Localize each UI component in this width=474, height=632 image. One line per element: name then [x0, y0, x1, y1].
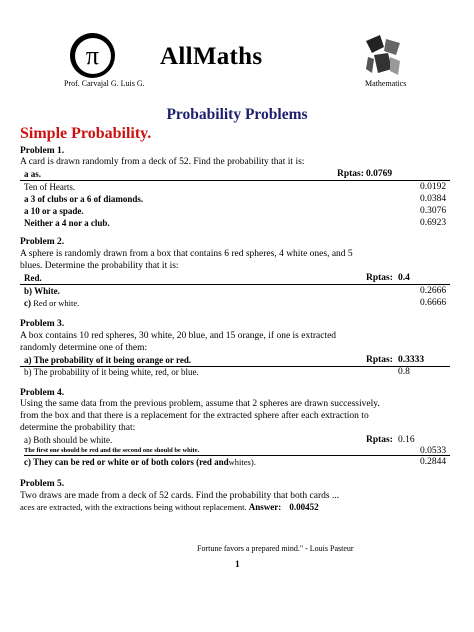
p2-answer-b: 0.2666 — [420, 286, 447, 296]
p4-item-b: The first one should be red and the second one should be white. — [24, 447, 200, 454]
p1-item-a: a as. — [24, 169, 42, 179]
footer-quote: Fortune favors a prepared mind." - Louis Pasteur — [197, 544, 354, 553]
p1-answer-b: 0.0192 — [420, 182, 447, 192]
problem-5-heading: Problem 5. — [20, 479, 65, 489]
p2-item-b: b) White. — [24, 286, 60, 296]
p1-answer-c: 0.0384 — [420, 194, 447, 204]
p2-rptas: Rptas: — [366, 273, 393, 283]
p1-answer-e: 0.6923 — [420, 218, 447, 228]
mathematics-figure-icon — [362, 33, 404, 78]
p5-answer-label: Answer: — [248, 502, 282, 512]
problem-2-text-2: blues. Determine the probability that it is: — [20, 261, 179, 271]
problem-2-text-1: A sphere is randomly drawn from a box that contains 6 red spheres, 4 white ones, and 5 — [20, 249, 353, 259]
p2-item-c-prefix: c) — [24, 298, 31, 308]
problem-4-text-2: from the box and that there is a replacement for the extracted sphere after each extraction to — [20, 411, 369, 421]
document-title: Probability Problems — [166, 106, 308, 123]
problem-3-text-1: A box contains 10 red spheres, 30 white, 20 blue, and 15 orange, if one is extracted — [20, 331, 337, 341]
divider — [24, 455, 450, 456]
p4-item-c — [24, 457, 256, 467]
p3-item-b: b) The probability of it being white, red, or blue. — [24, 367, 199, 377]
p2-item-c — [24, 298, 79, 308]
p4-item-c-label: c) They can be red or white or of both colors (red and — [24, 457, 229, 467]
p1-rptas: Rptas: — [337, 169, 364, 179]
p4-rptas: Rptas: — [366, 435, 393, 445]
problem-4-text-3: determine the probability that: — [20, 423, 136, 433]
author-name: Prof. Carvajal G. Luis G. — [64, 79, 145, 88]
p2-answer-c: 0.6666 — [420, 298, 447, 308]
problem-5-text-2 — [20, 502, 319, 512]
pi-logo — [70, 33, 115, 78]
problem-1-heading: Problem 1. — [20, 146, 65, 156]
problem-4-text-1: Using the same data from the previous problem, assume that 2 spheres are drawn successively. — [20, 399, 380, 409]
p3-answer-b: 0.8 — [398, 367, 410, 377]
p1-answer-a: 0.0769 — [366, 169, 393, 179]
p3-answer-a: 0.3333 — [398, 355, 425, 365]
p2-answer-a: 0.4 — [398, 273, 410, 283]
p1-answer-d: 0.3076 — [420, 206, 447, 216]
p4-answer-c: 0.2844 — [420, 457, 447, 467]
problem-4-heading: Problem 4. — [20, 388, 65, 398]
problem-1-text: A card is drawn randomly from a deck of 52. Find the probability that it is: — [20, 157, 305, 167]
problem-3-heading: Problem 3. — [20, 319, 65, 329]
problem-3-text-2: randomly determine one of them: — [20, 343, 148, 353]
p3-rptas: Rptas: — [366, 355, 393, 365]
pi-logo-glyph: π — [85, 40, 100, 70]
section-title: Simple Probability. — [20, 125, 152, 142]
p2-item-a: Red. — [24, 273, 42, 283]
p1-item-c: a 3 of clubs or a 6 of diamonds. — [24, 194, 144, 204]
subject-label: Mathematics — [365, 79, 407, 88]
p2-item-c-label: Red or white. — [33, 298, 80, 308]
problem-5-text-2-body: aces are extracted, with the extractions being without replacement. — [20, 502, 247, 512]
p4-item-a: a) Both should be white. — [24, 435, 113, 445]
p4-answer-b: 0.0533 — [420, 446, 447, 456]
p3-item-a: a) The probability of it being orange or red. — [24, 355, 192, 365]
problem-2-heading: Problem 2. — [20, 237, 65, 247]
p4-answer-a: 0.16 — [398, 435, 415, 445]
p1-item-d: a 10 or a spade. — [24, 206, 84, 216]
page-number: 1 — [235, 560, 240, 570]
p5-answer: 0.00452 — [289, 502, 319, 512]
divider — [20, 180, 450, 181]
site-title: AllMaths — [160, 43, 263, 70]
divider — [20, 284, 450, 285]
p1-item-b: Ten of Hearts. — [24, 182, 76, 192]
p1-item-e: Neither a 4 nor a club. — [24, 218, 110, 228]
p4-item-c-tail: whites). — [228, 457, 256, 467]
problem-5-text-1: Two draws are made from a deck of 52 cards. Find the probability that both cards ... — [20, 491, 340, 501]
